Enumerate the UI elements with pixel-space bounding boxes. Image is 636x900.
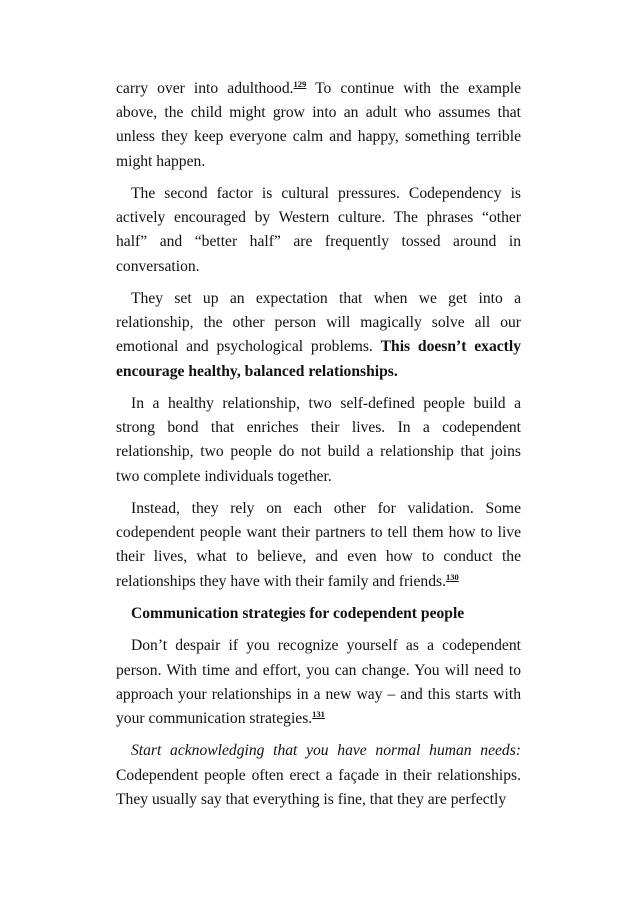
document-page bbox=[116, 77, 521, 820]
paragraph-3-text: They set up an expectation that when we get into a relationship, the other person will magically solve all our emotional and psychological problems. bbox=[116, 290, 521, 356]
footnote-ref-129[interactable]: 129 bbox=[293, 79, 307, 89]
paragraph-4 bbox=[116, 392, 521, 489]
paragraph-4-text: In a healthy relationship, two self-defined people build a strong bond that enriches their lives. In a codependent relationship, two people do not build a relationship that joins two complete individuals together. bbox=[116, 395, 521, 485]
paragraph-7 bbox=[116, 739, 521, 812]
paragraph-5 bbox=[116, 497, 521, 594]
paragraph-2-text: The second factor is cultural pressures. Codependency is actively encouraged by Western culture. The phrases “other half” and “better half” are frequently tossed around in conversation. bbox=[116, 185, 521, 275]
paragraph-6 bbox=[116, 634, 521, 731]
footnote-ref-131[interactable]: 131 bbox=[312, 709, 325, 719]
footnote-ref-130[interactable]: 130 bbox=[445, 571, 459, 582]
paragraph-7-text: Codependent people often erect a façade in their relationships. They usually say that everything is fine, that they are perfectly bbox=[116, 766, 521, 808]
paragraph-5-text: Instead, they rely on each other for validation. Some codependent people want their partners to tell them how to live their lives, what to believe, and even how to conduct the relationships they have with their family and friends. bbox=[116, 500, 521, 590]
section-heading: Communication strategies for codependent people bbox=[131, 605, 465, 622]
paragraph-6-text: Don’t despair if you recognize yourself as a codependent person. With time and effort, you can change. You will need to approach your relationships in a new way – and this starts with your communication strategies. bbox=[116, 637, 521, 727]
paragraph-1-text-after: To continue with the example above, the child might grow into an adult who assumes that unless they keep everyone calm and happy, something terrible might happen. bbox=[116, 80, 522, 170]
paragraph-1-text: carry over into adulthood. bbox=[116, 80, 294, 97]
paragraph-7-italic-lead: Start acknowledging that you have normal human needs: bbox=[131, 742, 521, 760]
paragraph-1 bbox=[116, 77, 521, 174]
paragraph-3 bbox=[116, 287, 521, 384]
paragraph-3-bold-text: This doesn’t exactly encourage healthy, balanced relationships. bbox=[116, 338, 521, 380]
paragraph-2 bbox=[116, 182, 521, 279]
